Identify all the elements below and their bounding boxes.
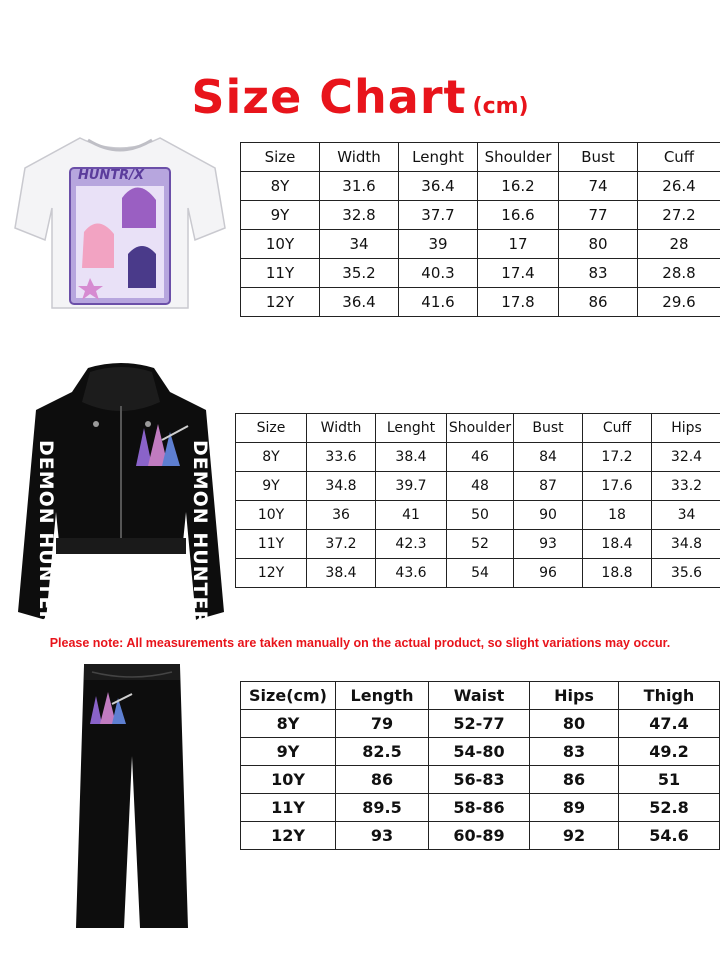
table-cell: 10Y: [241, 230, 320, 259]
table-cell: 39: [399, 230, 478, 259]
table-cell: 17.6: [583, 472, 652, 501]
table-cell: 29.6: [638, 288, 720, 317]
table-row: [236, 501, 720, 530]
table-row: [241, 172, 720, 201]
column-header: Width: [320, 143, 399, 172]
table-row: [241, 822, 720, 850]
table-cell: 33.2: [652, 472, 720, 501]
table-cell: 8Y: [241, 710, 336, 738]
table-row: [241, 794, 720, 822]
table-cell: 43.6: [376, 559, 447, 588]
table-row: [236, 559, 720, 588]
table-cell: 18.4: [583, 530, 652, 559]
column-header: Lenght: [376, 414, 447, 443]
column-header: Lenght: [399, 143, 478, 172]
table-cell: 8Y: [236, 443, 307, 472]
table-cell: 93: [336, 822, 429, 850]
hoodie-sleeve-left-text: DEMON HUNTERS: [35, 440, 57, 641]
table-row: [236, 472, 720, 501]
column-header: Bust: [514, 414, 583, 443]
table-row: [241, 766, 720, 794]
table-cell: 12Y: [236, 559, 307, 588]
page-title: [0, 70, 720, 124]
table-cell: 50: [447, 501, 514, 530]
table-cell: 28.8: [638, 259, 720, 288]
table-cell: 48: [447, 472, 514, 501]
table-cell: 32.4: [652, 443, 720, 472]
column-header: Size: [236, 414, 307, 443]
table-cell: 37.7: [399, 201, 478, 230]
table-cell: 80: [559, 230, 638, 259]
table-cell: 31.6: [320, 172, 399, 201]
table-cell: 35.6: [652, 559, 720, 588]
table-cell: 11Y: [241, 794, 336, 822]
table-cell: 35.2: [320, 259, 399, 288]
table-cell: 60-89: [429, 822, 530, 850]
table-cell: 89: [530, 794, 619, 822]
tshirt-image: [10, 128, 230, 318]
table-cell: 34: [652, 501, 720, 530]
table-cell: 28: [638, 230, 720, 259]
column-header: Bust: [559, 143, 638, 172]
column-header: Hips: [530, 682, 619, 710]
table-cell: 41.6: [399, 288, 478, 317]
table-cell: 38.4: [307, 559, 376, 588]
table-cell: 93: [514, 530, 583, 559]
table-cell: 90: [514, 501, 583, 530]
table-row: [236, 443, 720, 472]
table-cell: 74: [559, 172, 638, 201]
table-cell: 36.4: [320, 288, 399, 317]
table-cell: 40.3: [399, 259, 478, 288]
table-cell: 10Y: [236, 501, 307, 530]
table-cell: 92: [530, 822, 619, 850]
table-cell: 87: [514, 472, 583, 501]
table-cell: 11Y: [236, 530, 307, 559]
table-cell: 79: [336, 710, 429, 738]
table-cell: 18: [583, 501, 652, 530]
table-cell: 56-83: [429, 766, 530, 794]
table-cell: 33.6: [307, 443, 376, 472]
table-header-row: [241, 682, 720, 710]
column-header: Hips: [652, 414, 720, 443]
pants-image: [72, 660, 192, 930]
table-cell: 27.2: [638, 201, 720, 230]
column-header: Cuff: [638, 143, 720, 172]
table-cell: 10Y: [241, 766, 336, 794]
table-row: [241, 230, 720, 259]
table-cell: 58-86: [429, 794, 530, 822]
table-cell: 86: [336, 766, 429, 794]
table-cell: 17.4: [478, 259, 559, 288]
table-row: [236, 530, 720, 559]
table-cell: 8Y: [241, 172, 320, 201]
column-header: Shoulder: [478, 143, 559, 172]
table-cell: 16.6: [478, 201, 559, 230]
table-cell: 12Y: [241, 288, 320, 317]
hoodie-image: [10, 362, 232, 641]
table-cell: 17.2: [583, 443, 652, 472]
table-cell: 32.8: [320, 201, 399, 230]
table-cell: 38.4: [376, 443, 447, 472]
table-header-row: [241, 143, 720, 172]
table-cell: 83: [559, 259, 638, 288]
table-cell: 17.8: [478, 288, 559, 317]
table-cell: 82.5: [336, 738, 429, 766]
table-cell: 37.2: [307, 530, 376, 559]
table-row: [241, 201, 720, 230]
table-cell: 34.8: [652, 530, 720, 559]
table-cell: 41: [376, 501, 447, 530]
table-cell: 36: [307, 501, 376, 530]
table-cell: 11Y: [241, 259, 320, 288]
title-unit: (cm): [472, 94, 529, 119]
column-header: Width: [307, 414, 376, 443]
table-cell: 9Y: [241, 738, 336, 766]
table-cell: 42.3: [376, 530, 447, 559]
table-cell: 47.4: [619, 710, 720, 738]
table-cell: 89.5: [336, 794, 429, 822]
table-row: [241, 288, 720, 317]
table-cell: 36.4: [399, 172, 478, 201]
pants-size-table: [240, 681, 720, 850]
table-cell: 52.8: [619, 794, 720, 822]
table-cell: 80: [530, 710, 619, 738]
column-header: Thigh: [619, 682, 720, 710]
table-cell: 54-80: [429, 738, 530, 766]
measurement-note: Please note: All measurements are taken manually on the actual product, so slight variations may occur.: [49, 636, 671, 650]
column-header: Size: [241, 143, 320, 172]
table-cell: 86: [559, 288, 638, 317]
tshirt-size-table: [240, 142, 720, 317]
table-cell: 84: [514, 443, 583, 472]
table-cell: 16.2: [478, 172, 559, 201]
column-header: Shoulder: [447, 414, 514, 443]
table-cell: 52: [447, 530, 514, 559]
table-cell: 34.8: [307, 472, 376, 501]
table-cell: 12Y: [241, 822, 336, 850]
table-cell: 9Y: [241, 201, 320, 230]
table-row: [241, 710, 720, 738]
table-cell: 26.4: [638, 172, 720, 201]
table-cell: 17: [478, 230, 559, 259]
table-row: [241, 738, 720, 766]
hoodie-sleeve-right-text: DEMON HUNTERS: [189, 440, 211, 641]
column-header: Cuff: [583, 414, 652, 443]
table-cell: 77: [559, 201, 638, 230]
table-cell: 9Y: [236, 472, 307, 501]
column-header: Size(cm): [241, 682, 336, 710]
column-header: Length: [336, 682, 429, 710]
table-cell: 46: [447, 443, 514, 472]
tshirt-print-brand: HUNTR/X: [78, 168, 144, 183]
table-cell: 39.7: [376, 472, 447, 501]
table-cell: 96: [514, 559, 583, 588]
table-cell: 34: [320, 230, 399, 259]
table-row: [241, 259, 720, 288]
table-cell: 49.2: [619, 738, 720, 766]
table-header-row: [236, 414, 720, 443]
hoodie-size-table: [235, 413, 720, 588]
title-text: Size Chart: [191, 70, 467, 124]
table-cell: 83: [530, 738, 619, 766]
table-cell: 86: [530, 766, 619, 794]
table-cell: 51: [619, 766, 720, 794]
table-cell: 52-77: [429, 710, 530, 738]
table-cell: 54.6: [619, 822, 720, 850]
table-cell: 54: [447, 559, 514, 588]
table-cell: 18.8: [583, 559, 652, 588]
column-header: Waist: [429, 682, 530, 710]
